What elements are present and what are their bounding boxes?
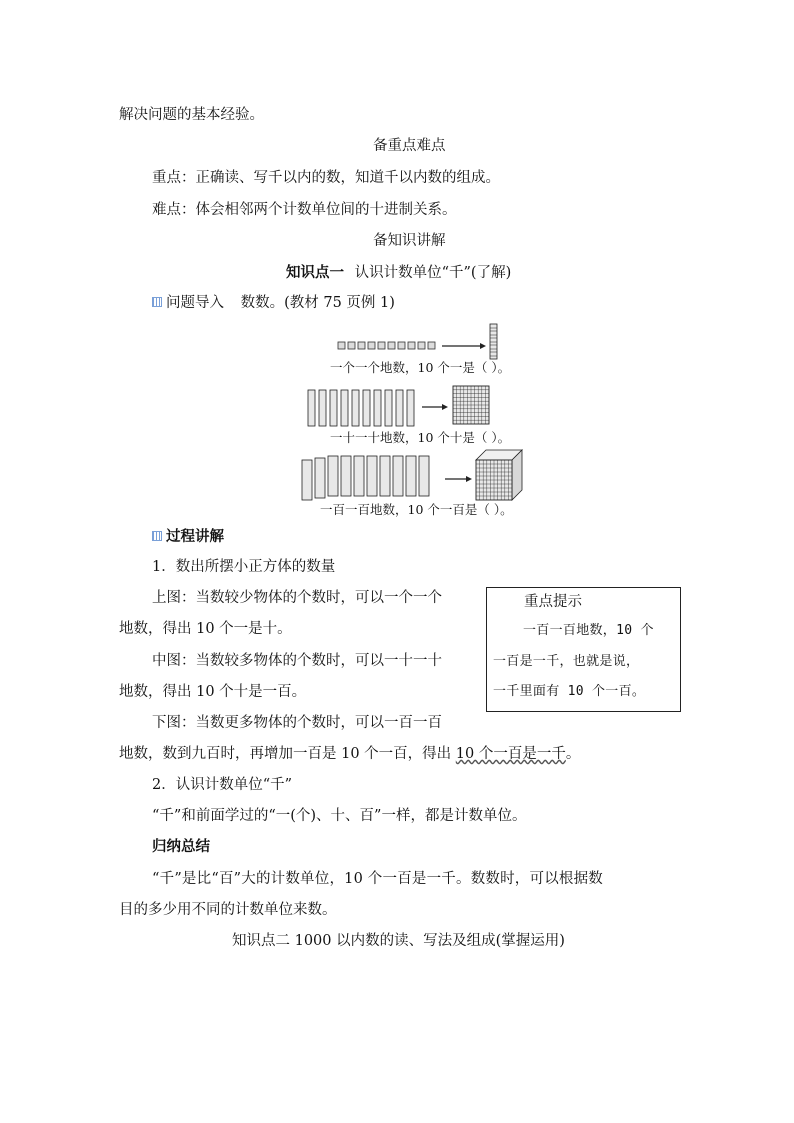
kp1-title: 认识计数单位“千”(了解) — [354, 265, 512, 281]
problem-intro-text: 数数。(教材 75 页例 1) — [240, 295, 395, 311]
row2-ten-rods — [308, 390, 414, 426]
ten-rod-1 — [490, 324, 497, 359]
text-line: “千”和前面学过的“一(个)、十、百”一样，都是计数单位。 — [152, 808, 527, 824]
kp1-label: 知识点一 — [286, 264, 344, 281]
key-point: 重点：正确读、写千以内的数，知道千以内数的组成。 — [152, 170, 500, 186]
process-heading — [152, 527, 224, 547]
row3-hundred-flats — [302, 456, 429, 500]
row1-unit-cubes — [338, 342, 435, 349]
text-line: 下图：当数更多物体的个数时，可以一百一百 — [152, 715, 442, 731]
tip-line: 一千里面有 10 个一百。 — [493, 684, 646, 699]
arrow-3 — [445, 476, 472, 482]
thousand-cube — [476, 450, 522, 500]
arrow-1 — [442, 343, 486, 349]
problem-intro-label: 问题导入 — [166, 295, 224, 311]
figure-caption-2: 一十一十地数，10 个十是（ ）。 — [330, 430, 511, 445]
key-tip-box — [486, 587, 681, 712]
text-line: 中图：当数较多物体的个数时，可以一十一十 — [152, 653, 442, 669]
counting-figure — [300, 318, 528, 520]
counting-cubes-illustration — [300, 318, 528, 520]
tip-line: 一百一百地数，10 个 — [523, 623, 654, 638]
section-heading: 备知识讲解 — [373, 233, 446, 249]
text-line: 地数，得出 10 个十是一百。 — [119, 684, 307, 700]
emphasized-conclusion: 10 个一百是一千 — [455, 746, 566, 762]
problem-intro — [152, 293, 395, 313]
tip-title: 重点提示 — [524, 594, 582, 610]
tip-line: 一百是一千，也就是说， — [493, 654, 640, 669]
summary-line: “千”是比“百”大的计数单位，10 个一百是一千。数数时，可以根据数 — [152, 871, 604, 887]
process-label: 过程讲解 — [166, 528, 224, 545]
knowledge-point-2: 知识点二 1000 以内数的读、写法及组成(掌握运用) — [232, 933, 565, 949]
hundred-flat — [453, 386, 489, 424]
step-1: 1．数出所摆小正方体的数量 — [152, 559, 336, 575]
text-line: 地数，得出 10 个一是十。 — [119, 621, 292, 637]
knowledge-point-1 — [286, 263, 511, 283]
arrow-2 — [422, 404, 448, 410]
section-marker-icon — [152, 531, 162, 541]
figure-caption-1: 一个一个地数，10 个一是（ ）。 — [330, 360, 511, 375]
section-heading: 备重点难点 — [373, 138, 446, 154]
section-marker-icon — [152, 297, 162, 307]
summary-line: 目的多少用不同的计数单位来数。 — [119, 902, 337, 918]
summary-heading: 归纳总结 — [152, 838, 210, 855]
text-segment: 地数，数到九百时，再增加一百是 10 个一百，得出 — [119, 746, 456, 762]
text-line — [119, 744, 580, 764]
step-2: 2．认识计数单位“千” — [152, 777, 293, 793]
difficulty-point: 难点：体会相邻两个计数单位间的十进制关系。 — [152, 202, 457, 218]
text-segment: 。 — [565, 746, 581, 762]
figure-caption-3: 一百一百地数，10 个一百是（ ）。 — [320, 502, 513, 517]
text-line: 解决问题的基本经验。 — [119, 107, 264, 123]
text-line: 上图：当数较少物体的个数时，可以一个一个 — [152, 590, 442, 606]
